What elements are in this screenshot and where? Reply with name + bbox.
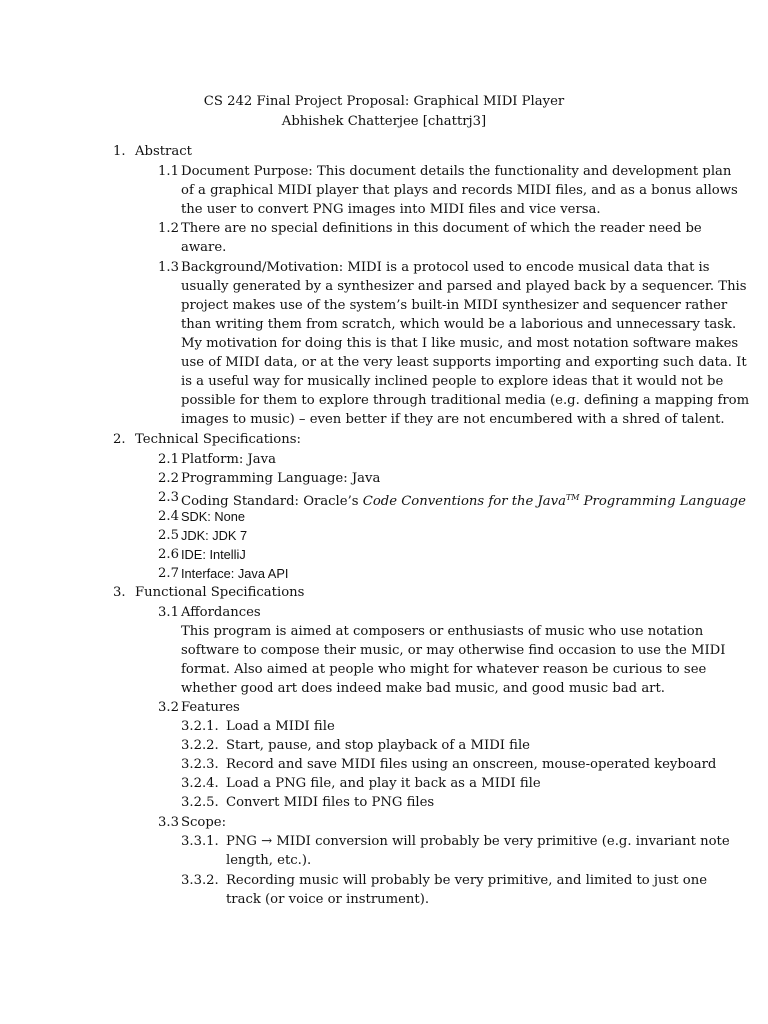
item-number: 3.2.4. <box>181 776 219 791</box>
paragraph-line: use of MIDI data, or at the very least supports importing and exporting such data. It <box>181 355 747 370</box>
item-number: 2.4 <box>158 509 179 524</box>
paragraph-line: possible for them to explore through traditional media (e.g. defining a mapping from <box>181 393 750 408</box>
paragraph-line: Background/Motivation: MIDI is a protocol used to encode musical data that is <box>181 260 710 275</box>
paragraph-line: of a graphical MIDI player that plays and records MIDI files, and as a bonus allows <box>181 183 738 198</box>
scope-item-line: track (or voice or instrument). <box>226 892 430 907</box>
paragraph-line: project makes use of the system’s built-in MIDI synthesizer and sequencer rather <box>181 298 728 313</box>
spec-text-italic: Programming Language <box>579 494 746 509</box>
item-number: 3.2.1. <box>181 719 219 734</box>
paragraph-line: software to compose their music, or may otherwise find occasion to use the MIDI <box>181 643 726 658</box>
paragraph-line: whether good art does indeed make bad music, and good music bad art. <box>181 681 665 696</box>
paragraph-line: the user to convert PNG images into MIDI files and vice versa. <box>181 202 601 217</box>
paragraph-line: There are no special definitions in this document of which the reader need be <box>181 221 702 236</box>
item-number: 1.3 <box>158 260 179 275</box>
document-author: Abhishek Chatterjee [chattrj3] <box>281 114 487 129</box>
item-number: 1.1 <box>158 164 179 179</box>
feature-item: Load a PNG file, and play it back as a MIDI file <box>226 776 541 791</box>
paragraph-line: aware. <box>181 240 227 255</box>
item-number: 2.6 <box>158 547 179 562</box>
feature-item: Record and save MIDI files using an onscreen, mouse-operated keyboard <box>226 757 717 772</box>
item-number: 3.2 <box>158 700 179 715</box>
item-number: 3.1 <box>158 605 179 620</box>
paragraph-line: is a useful way for musically inclined people to explore ideas that it would not be <box>181 374 724 389</box>
spec-item-coding-standard <box>181 488 746 511</box>
subsection-heading: Affordances <box>181 605 261 620</box>
section-heading-abstract: Abstract <box>135 144 192 159</box>
item-number: 2.3 <box>158 490 179 505</box>
item-number: 3.3 <box>158 815 179 830</box>
scope-item-line: PNG → MIDI conversion will probably be very primitive (e.g. invariant note <box>226 834 730 849</box>
spec-item: Programming Language: Java <box>181 471 381 486</box>
item-number: 2.2 <box>158 471 179 486</box>
scope-item-line: Recording music will probably be very primitive, and limited to just one <box>226 873 708 888</box>
item-number: 2.1 <box>158 452 179 467</box>
subsection-heading: Features <box>181 700 240 715</box>
spec-item: IDE: IntelliJ <box>181 547 246 562</box>
item-number: 3.2.5. <box>181 795 219 810</box>
paragraph-line: images to music) – even better if they are not encumbered with a shred of talent. <box>181 412 725 427</box>
spec-text-italic: Code Conventions for the Java <box>362 494 566 509</box>
section-heading-technical: Technical Specifications: <box>135 432 301 447</box>
paragraph-line: format. Also aimed at people who might for whatever reason be curious to see <box>181 662 707 677</box>
spec-item: Interface: Java API <box>181 566 289 581</box>
spec-item: Platform: Java <box>181 452 276 467</box>
scope-item-line: length, etc.). <box>226 853 312 868</box>
paragraph-line: This program is aimed at composers or enthusiasts of music who use notation <box>181 624 704 639</box>
trademark-sup: TM <box>565 493 580 502</box>
feature-item: Load a MIDI file <box>226 719 335 734</box>
document-header <box>0 92 768 132</box>
item-number: 3.3.1. <box>181 834 219 849</box>
paragraph-line: usually generated by a synthesizer and parsed and played back by a sequencer. This <box>181 279 747 294</box>
feature-item: Convert MIDI files to PNG files <box>226 795 435 810</box>
section-number: 1. <box>113 144 126 159</box>
document-title: CS 242 Final Project Proposal: Graphical MIDI Player <box>203 94 565 109</box>
item-number: 2.5 <box>158 528 179 543</box>
subsection-heading: Scope: <box>181 815 227 830</box>
section-heading-functional: Functional Specifications <box>135 585 305 600</box>
spec-item: JDK: JDK 7 <box>181 528 248 543</box>
feature-item: Start, pause, and stop playback of a MIDI file <box>226 738 530 753</box>
paragraph-line: Document Purpose: This document details the functionality and development plan <box>181 164 732 179</box>
item-number: 3.3.2. <box>181 873 219 888</box>
spec-text: Coding Standard: Oracle’s <box>181 494 363 509</box>
paragraph-line: than writing them from scratch, which would be a laborious and unnecessary task. <box>181 317 737 332</box>
item-number: 2.7 <box>158 566 179 581</box>
item-number: 1.2 <box>158 221 179 236</box>
spec-item: SDK: None <box>181 509 246 524</box>
item-number: 3.2.3. <box>181 757 219 772</box>
section-number: 3. <box>113 585 126 600</box>
paragraph-line: My motivation for doing this is that I like music, and most notation software makes <box>181 336 739 351</box>
item-number: 3.2.2. <box>181 738 219 753</box>
section-number: 2. <box>113 432 126 447</box>
